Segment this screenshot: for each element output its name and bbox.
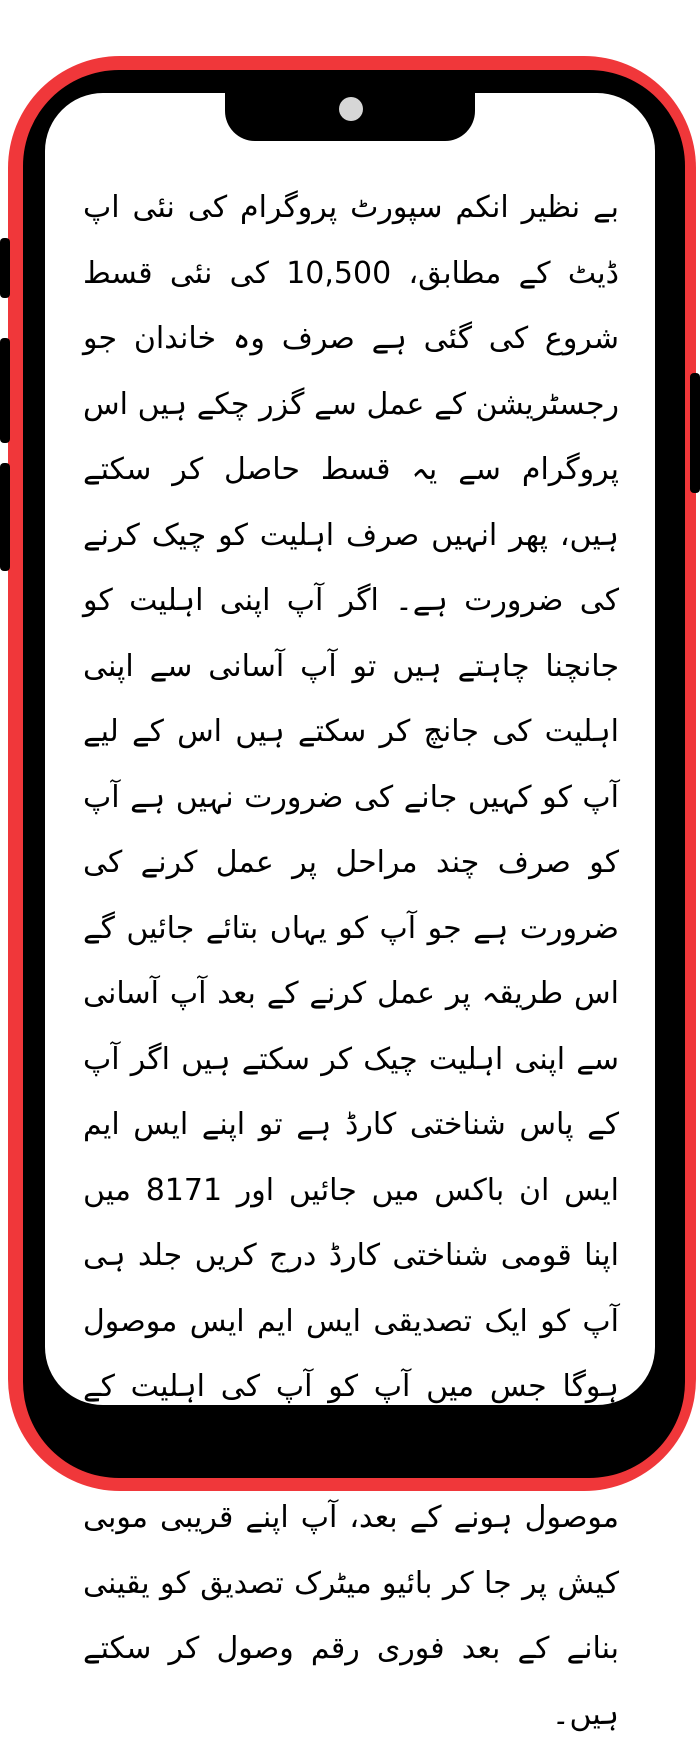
mute-switch (0, 238, 10, 298)
article-text: بے نظیر انکم سپورٹ پروگرام کی نئی اپ ڈیٹ کے مطابق، 10,500 کی نئی قسط شروع کی گئی ہے صرف وہ خاندان جو رجسٹریشن کے عمل سے گزر چکے ہیں اس پروگرام سے یہ قسط حاصل کر سکتے ہیں، پھر انہیں صرف اہلیت کو چیک کرنے کی ضرورت ہے۔ اگر آپ اپنی اہلیت کو جانچنا چاہتے ہیں تو آپ آسانی سے اپنی اہلیت کی جانچ کر سکتے ہیں اس کے لیے آپ کو کہیں جانے کی ضرورت نہیں ہے آپ کو صرف چند مراحل پر عمل کرنے کی ضرورت ہے جو آپ کو یہاں بتائے جائیں گے اس طریقہ پر عمل کرنے کے بعد آپ آسانی سے اپنی اہلیت چیک کر سکتے ہیں اگر آپ کے پاس شناختی کارڈ ہے تو اپنے ایس ایم ایس ان باکس میں جائیں اور 8171 میں اپنا قومی شناختی کارڈ درج کریں جلد ہی آپ کو ایک تصدیقی ایس ایم ایس موصول ہوگا جس میں آپ کو آپ کی اہلیت کے بارے میں آگاہ کیا جائے گا اہلیت کا پیغام موصول ہونے کے بعد، آپ اپنے قریبی موبی کیش پر جا کر بائیو میٹرک تصدیق کو یقینی بنانے کے بعد فوری رقم وصول کر سکتے ہیں۔ (83, 190, 619, 1732)
volume-up-button (0, 338, 10, 443)
phone-screen (45, 93, 655, 1732)
notch (225, 93, 475, 141)
volume-down-button (0, 463, 10, 571)
front-camera-icon (339, 97, 363, 121)
power-button (690, 373, 700, 493)
